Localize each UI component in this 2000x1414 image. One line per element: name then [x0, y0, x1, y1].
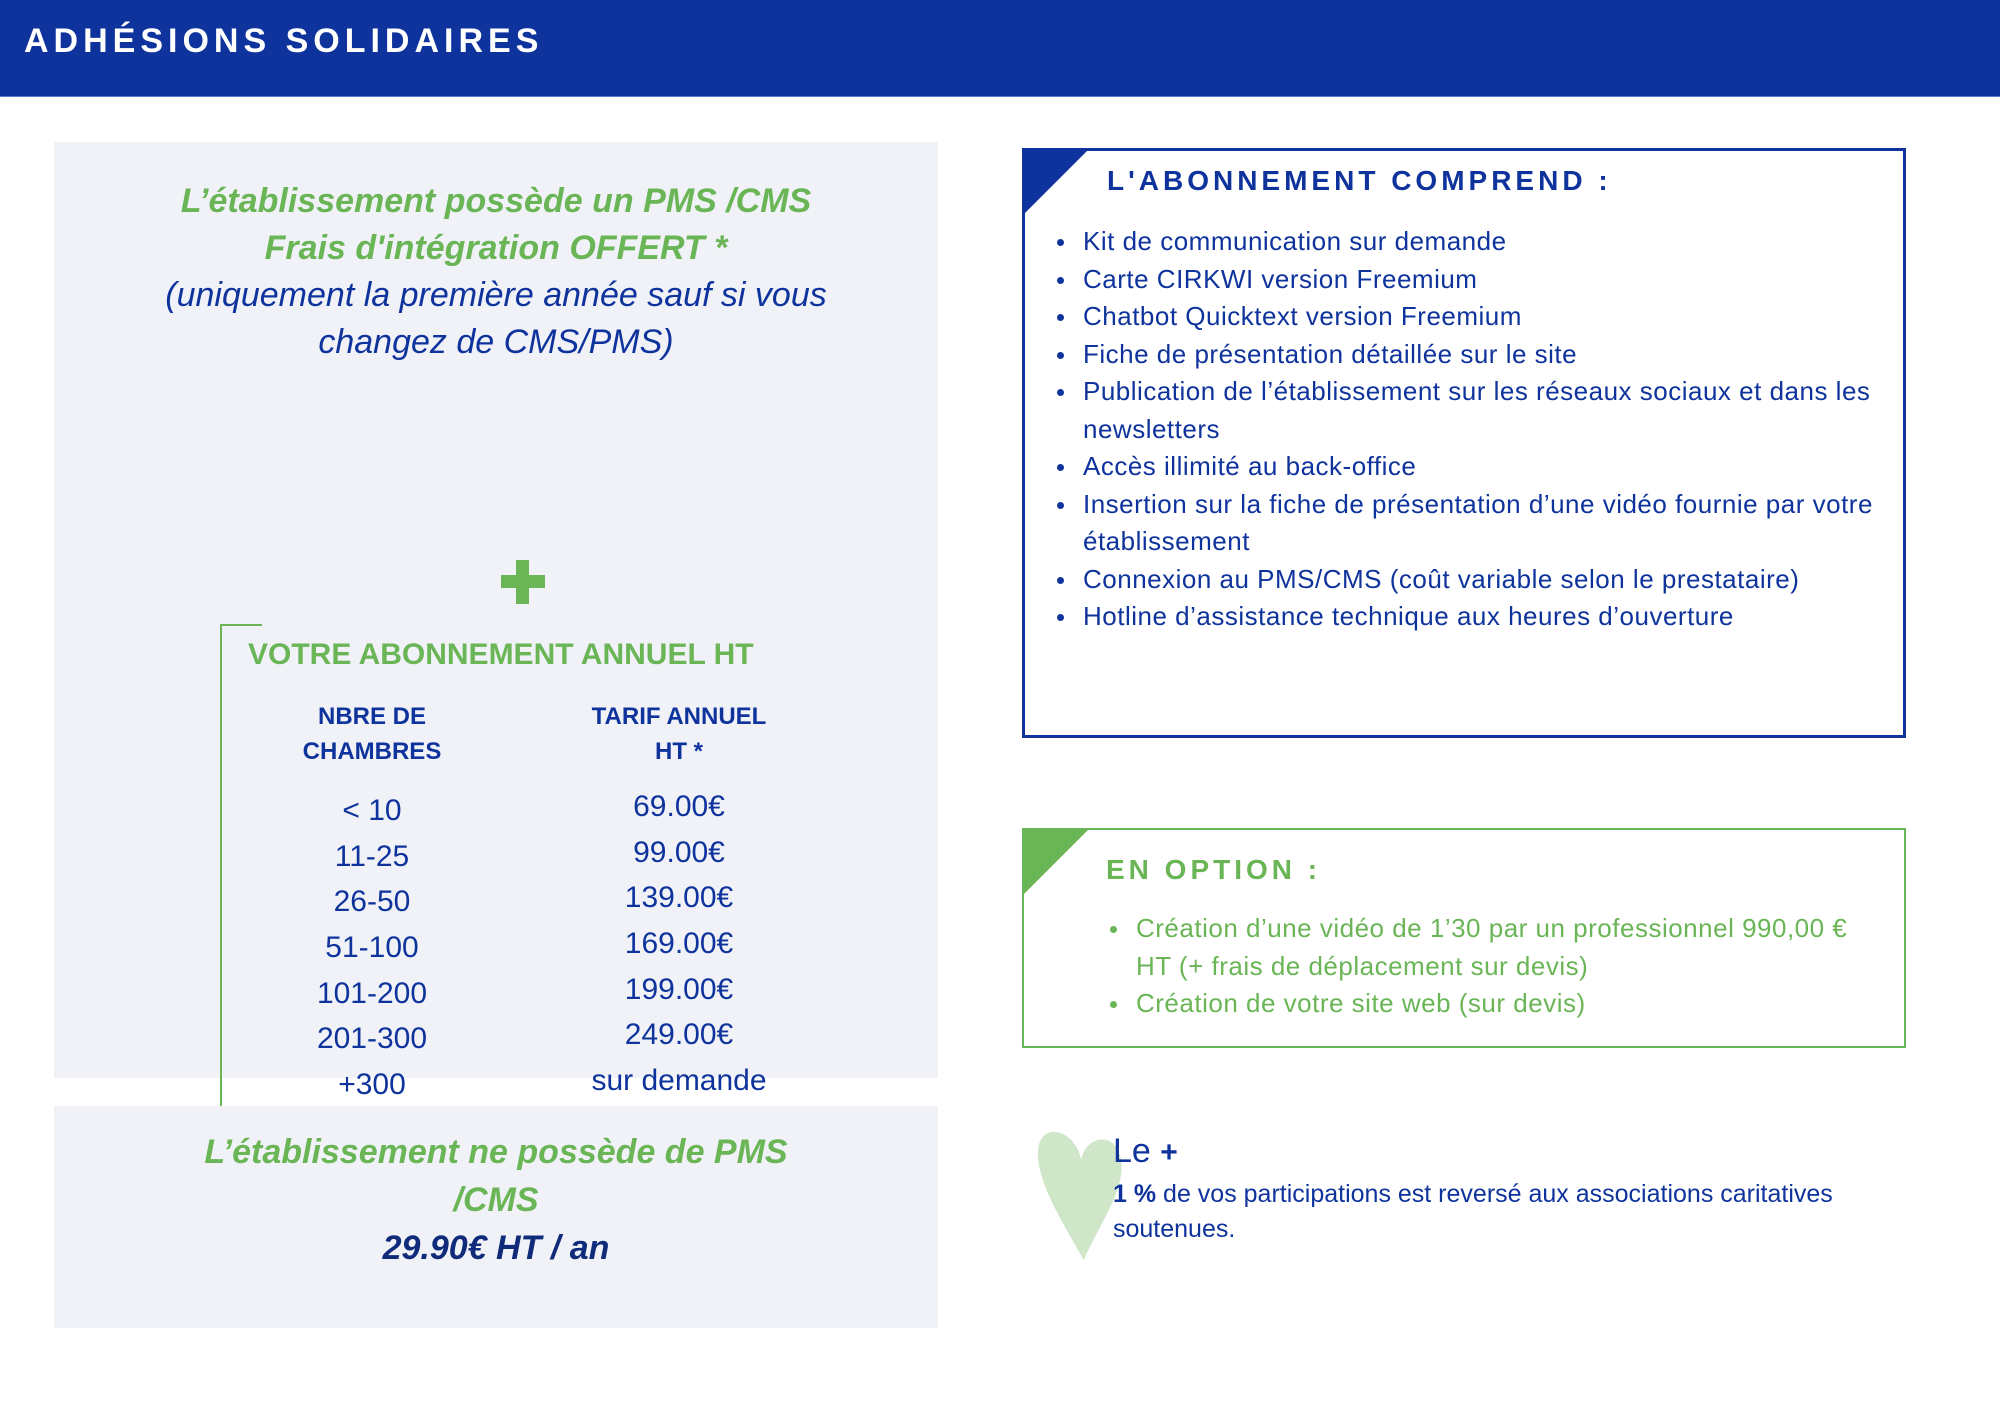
- list-item: [1106, 910, 1886, 985]
- rooms-cell: 11-25: [334, 839, 410, 873]
- list-item: [1053, 261, 1893, 299]
- list-item-text: Kit de communication sur demande: [1083, 226, 1507, 256]
- page-header: [0, 0, 2000, 97]
- bullet-icon: [1110, 926, 1117, 933]
- column-header-rooms: [272, 699, 472, 769]
- subscription-title: VOTRE ABONNEMENT ANNUEL HT: [248, 638, 754, 671]
- integration-condition-line1: (uniquement la première année sauf si vous: [165, 276, 827, 314]
- corner-triangle: [1023, 829, 1089, 895]
- le-plus-symbol: +: [1160, 1136, 1178, 1169]
- list-item-text: Création de votre site web (sur devis): [1136, 988, 1586, 1018]
- bullet-icon: [1057, 277, 1064, 284]
- table-row: [54, 1018, 938, 1064]
- options-list: [1106, 910, 1886, 1023]
- le-plus-title: [1113, 1132, 1913, 1171]
- list-item: [1053, 373, 1893, 448]
- table-row: [54, 790, 938, 836]
- pricing-table: [54, 790, 938, 1110]
- le-plus-text: [1113, 1177, 1913, 1247]
- rooms-cell: 51-100: [325, 931, 419, 965]
- list-item-text: Connexion au PMS/CMS (coût variable selon le prestataire): [1083, 563, 1800, 594]
- bullet-icon: [1057, 464, 1064, 471]
- bullet-icon: [1057, 352, 1064, 359]
- price-cell: 199.00€: [624, 972, 734, 1006]
- list-item-text: Accès illimité au back-office: [1083, 451, 1417, 481]
- list-item-text: Chatbot Quicktext version Freemium: [1083, 301, 1522, 331]
- bullet-icon: [1057, 614, 1064, 621]
- no-pms-heading: L’établissement ne possède de PMS /CMS: [204, 1133, 788, 1219]
- table-row: [54, 1064, 938, 1110]
- list-item: [1053, 298, 1893, 336]
- options-title: EN OPTION :: [1106, 854, 1322, 885]
- bullet-icon: [1057, 502, 1064, 509]
- column-header-price-line2: HT *: [655, 738, 703, 765]
- table-row: [54, 973, 938, 1019]
- price-cell: 139.00€: [624, 881, 734, 915]
- table-row: [54, 836, 938, 882]
- list-item: [1053, 223, 1893, 261]
- bullet-icon: [1057, 314, 1064, 321]
- bracket-divider-top: [220, 624, 262, 626]
- table-row: [54, 927, 938, 973]
- price-cell: 69.00€: [633, 790, 725, 823]
- column-header-rooms-line2: CHAMBRES: [302, 738, 442, 765]
- price-cell: 99.00€: [633, 835, 725, 869]
- bullet-icon: [1057, 239, 1064, 246]
- integration-condition-line2: changez de CMS/PMS): [318, 323, 674, 361]
- no-pms-price: 29.90€ HT / an: [382, 1229, 610, 1267]
- rooms-cell: 101-200: [316, 976, 428, 1010]
- pms-intro: [54, 178, 938, 366]
- rooms-cell: 26-50: [333, 885, 411, 919]
- list-item-text: Publication de l’établissement sur les réseaux sociaux et dans les newsletters: [1083, 376, 1871, 444]
- list-item-text: Hotline d’assistance technique aux heures d’ouverture: [1083, 601, 1734, 631]
- list-item: [1053, 486, 1893, 561]
- list-item: [1053, 448, 1893, 486]
- pms-pricing-panel: [54, 142, 938, 1102]
- page-title: ADHÉSIONS SOLIDAIRES: [24, 22, 544, 60]
- column-header-price-line1: TARIF ANNUEL: [591, 703, 767, 730]
- options-box: [1022, 828, 1906, 1048]
- rooms-cell: < 10: [342, 794, 402, 827]
- list-item: [1053, 561, 1893, 599]
- price-cell: 169.00€: [624, 927, 734, 961]
- le-plus-label: Le: [1113, 1132, 1151, 1170]
- column-header-price: [554, 699, 804, 769]
- column-header-rooms-line1: NBRE DE: [317, 703, 426, 730]
- bullet-icon: [1110, 1001, 1117, 1008]
- table-row: [54, 881, 938, 927]
- included-list: [1053, 223, 1893, 636]
- included-title: L'ABONNEMENT COMPREND :: [1107, 165, 1612, 196]
- no-pms-panel: [54, 1106, 938, 1328]
- list-item: [1106, 985, 1886, 1023]
- integration-offer: Frais d'intégration OFFERT *: [264, 229, 728, 267]
- bullet-icon: [1057, 577, 1064, 584]
- bullet-icon: [1057, 389, 1064, 396]
- le-plus-description: de vos participations est reversé aux associations caritatives soutenues.: [1113, 1180, 1833, 1243]
- corner-triangle: [1024, 150, 1088, 214]
- included-features-box: [1022, 148, 1906, 738]
- list-item-text: Fiche de présentation détaillée sur le site: [1083, 338, 1578, 369]
- list-item-text: Insertion sur la fiche de présentation d’une vidéo fournie par votre établissement: [1083, 488, 1873, 556]
- list-item: [1053, 336, 1893, 374]
- no-pms-content: [54, 1128, 938, 1272]
- plus-icon: [501, 560, 545, 604]
- rooms-cell: 201-300: [316, 1022, 428, 1056]
- rooms-cell: +300: [338, 1068, 406, 1102]
- list-item-text: Création d’une vidéo de 1’30 par un professionnel 990,00 € HT (+ frais de déplacement sur devis): [1136, 913, 1848, 981]
- list-item: [1053, 598, 1893, 636]
- percentage-highlight: 1 %: [1113, 1180, 1157, 1208]
- price-cell: sur demande: [591, 1064, 767, 1098]
- pms-heading: L’établissement possède un PMS /CMS: [180, 182, 812, 220]
- price-cell: 249.00€: [624, 1018, 734, 1052]
- list-item-text: Carte CIRKWI version Freemium: [1083, 263, 1478, 294]
- le-plus-section: [1113, 1132, 1913, 1247]
